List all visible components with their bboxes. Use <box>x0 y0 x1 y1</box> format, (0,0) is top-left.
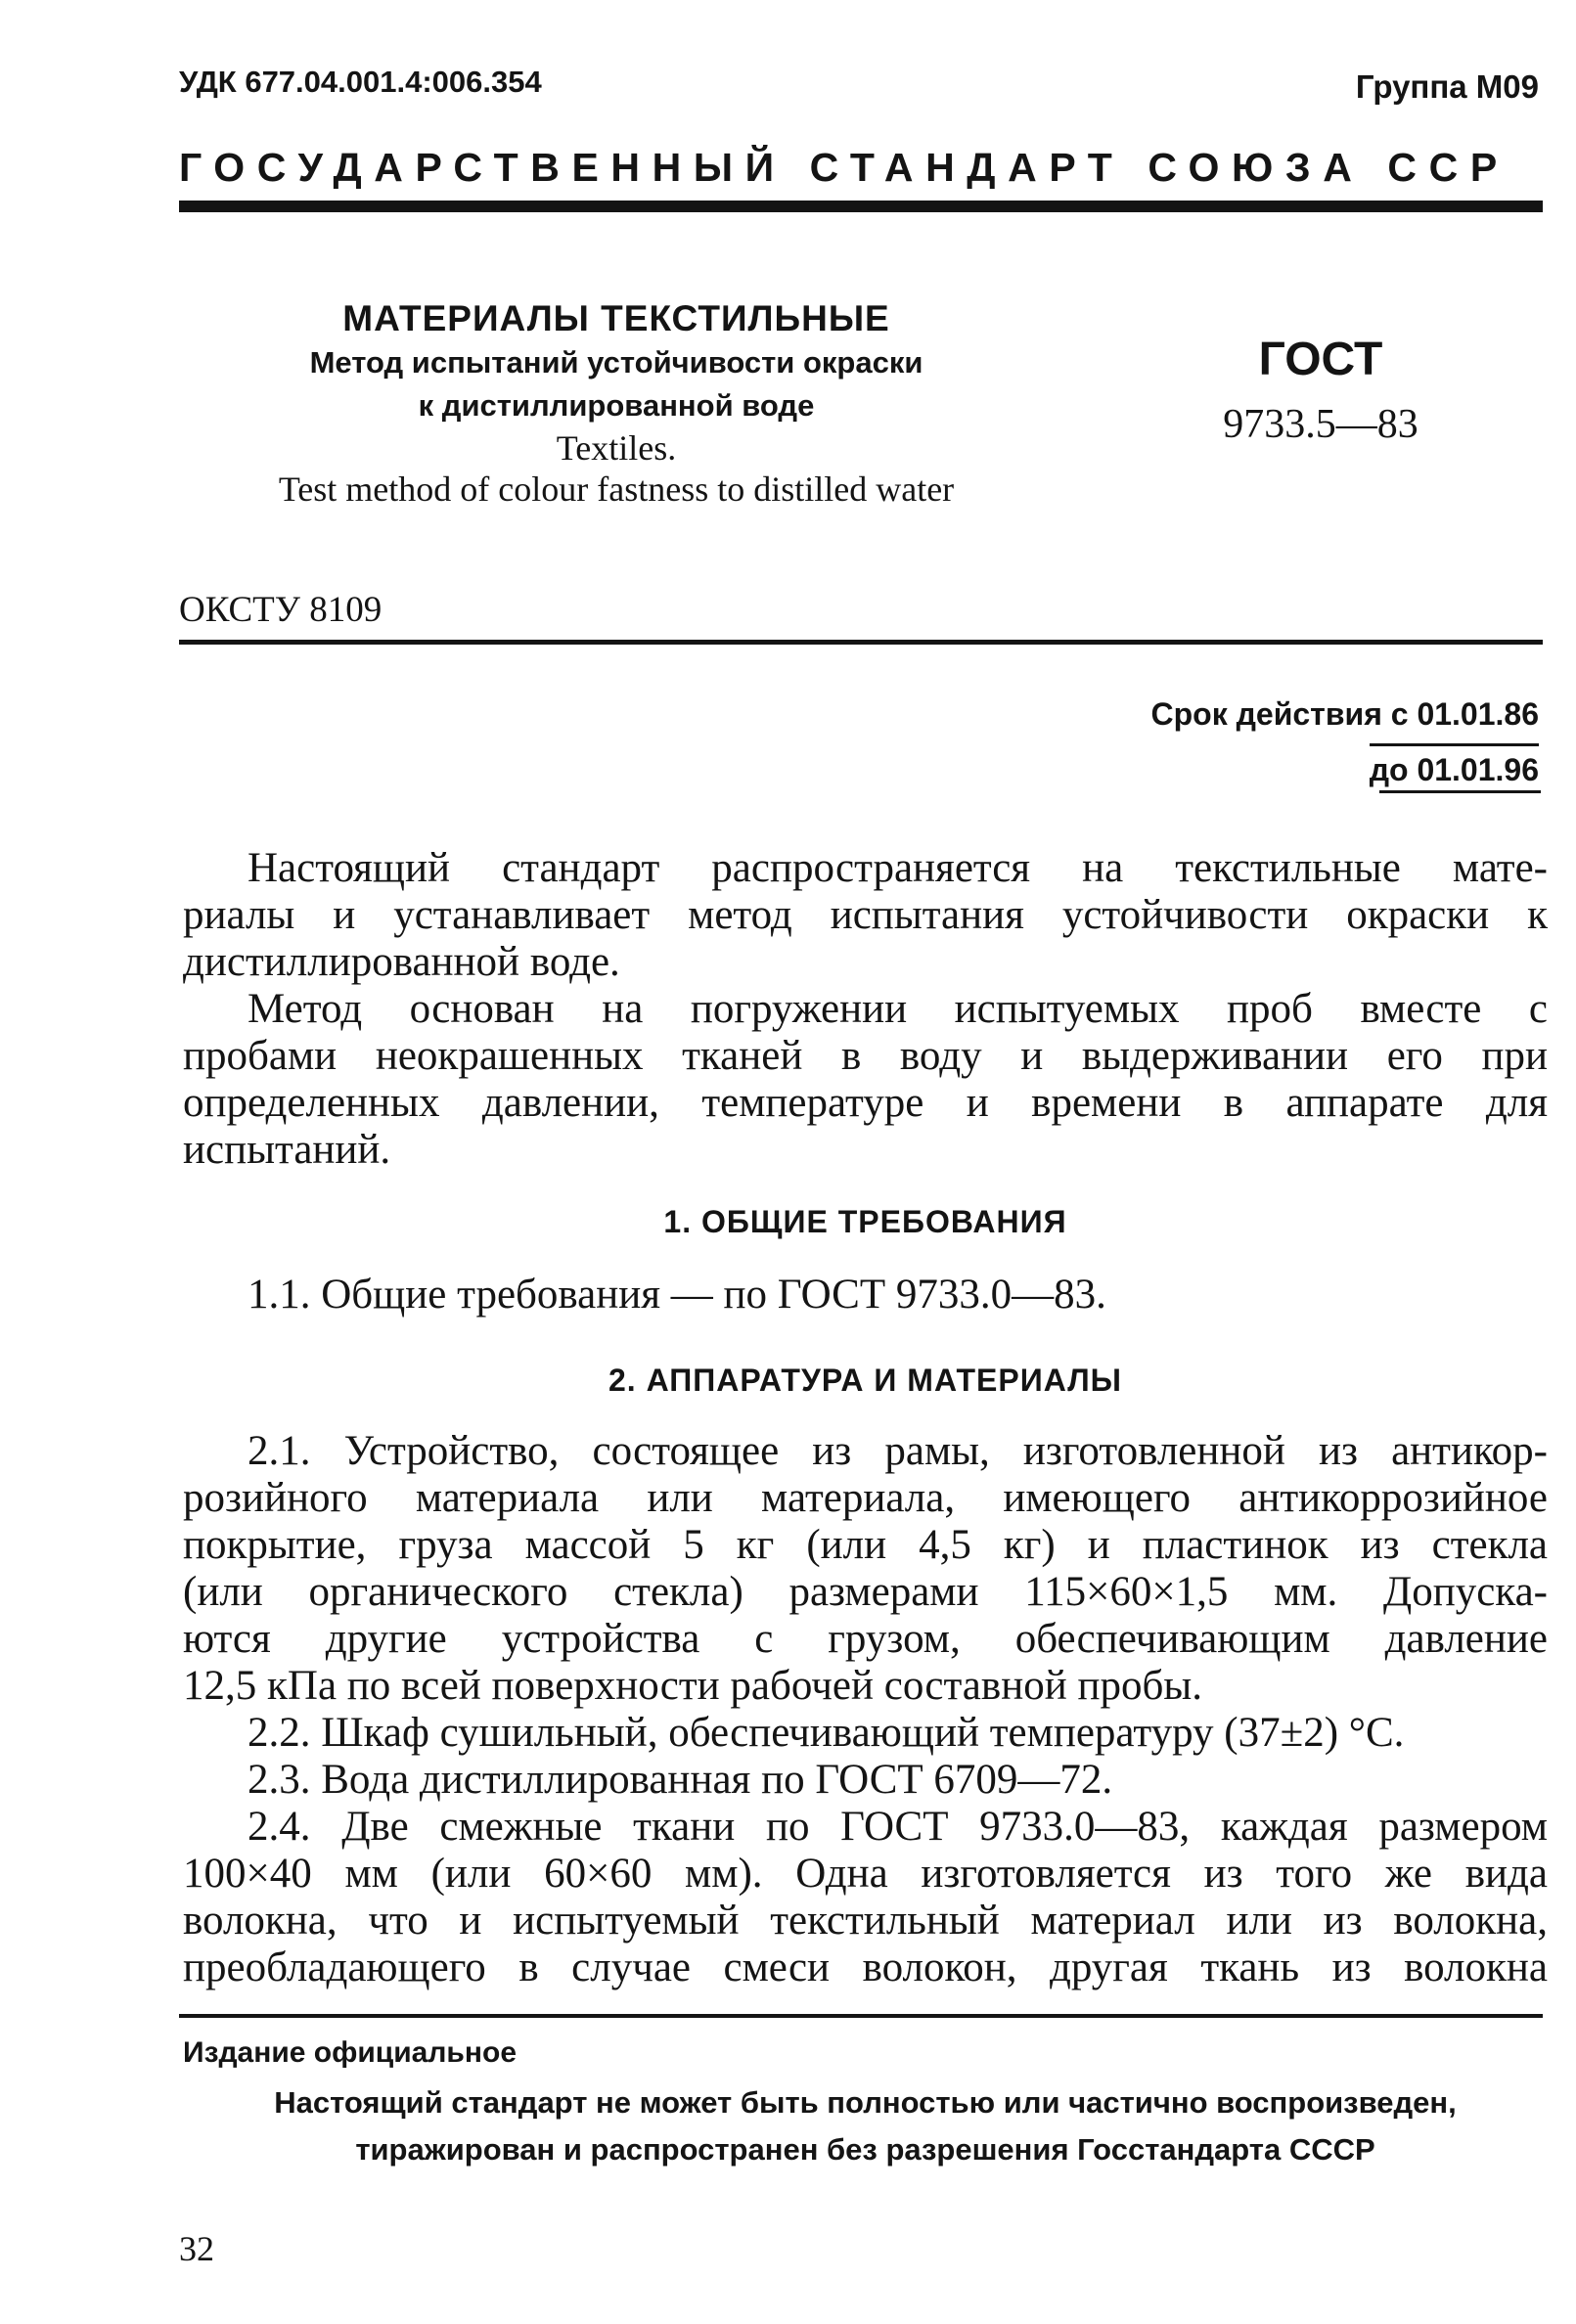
text-line: 1.1. Общие требования — по ГОСТ 9733.0—83. <box>248 1272 1106 1318</box>
intro-paragraph-1 <box>183 845 1548 986</box>
section-2-heading: 2. АППАРАТУРА И МАТЕРИАЛЫ <box>608 1363 1122 1398</box>
text-line: 2.2. Шкаф сушильный, обеспечивающий температуру (37±2) °С. <box>248 1710 1405 1756</box>
okstu-code: ОКСТУ 8109 <box>179 590 383 630</box>
text-line: 2.4. Две смежные ткани по ГОСТ 9733.0—83, каждая размером <box>248 1804 1548 1850</box>
english-title-line-2: Test method of colour fastness to distilled water <box>278 469 955 509</box>
item-1-1 <box>183 1272 1548 1318</box>
gost-label: ГОСТ <box>1258 334 1383 385</box>
item-2-4 <box>183 1804 1548 1991</box>
text-line: риалы и устанавливает метод испытания устойчивости окраски к <box>183 892 1548 938</box>
page-number: 32 <box>179 2229 214 2268</box>
text-line: определенных давлении, температуре и времени в аппарате для <box>183 1080 1548 1126</box>
validity-to: до 01.01.96 <box>1370 743 1539 788</box>
text-line: 2.3. Вода дистиллированная по ГОСТ 6709—72. <box>248 1757 1113 1803</box>
item-2-3 <box>183 1757 1548 1804</box>
header-thick-rule <box>179 201 1543 212</box>
gost-number: 9733.5—83 <box>1223 402 1418 447</box>
text-line: Метод основан на погружении испытуемых проб вместе с <box>248 986 1548 1032</box>
text-line: волокна, что и испытуемый текстильный материал или из волокна, <box>183 1898 1548 1944</box>
intro-paragraph-2 <box>183 986 1548 1174</box>
text-line: 12,5 кПа по всей поверхности рабочей составной пробы. <box>183 1663 1202 1709</box>
state-standard-banner: ГОСУДАРСТВЕННЫЙ СТАНДАРТ СОЮЗА ССР <box>179 145 1509 190</box>
text-line: ются другие устройства с грузом, обеспечивающим давление <box>183 1616 1548 1662</box>
copyright-notice-line-2: тиражирован и распространен без разрешения Госстандарта СССР <box>355 2132 1375 2167</box>
copyright-notice-line-1: Настоящий стандарт не может быть полностью или частично воспроизведен, <box>274 2085 1457 2120</box>
text-line: 100×40 мм (или 60×60 мм). Одна изготовляется из того же вида <box>183 1851 1548 1897</box>
validity-from: Срок действия с 01.01.86 <box>1150 696 1539 732</box>
text-line: покрытие, груза массой 5 кг (или 4,5 кг) и пластинок из стекла <box>183 1522 1548 1568</box>
text-line: розийного материала или материала, имеющего антикоррозийное <box>183 1475 1548 1521</box>
text-line: испытаний. <box>183 1127 391 1173</box>
footer-rule <box>179 2014 1543 2018</box>
section-1-heading: 1. ОБЩИЕ ТРЕБОВАНИЯ <box>663 1204 1067 1239</box>
text-line: 2.1. Устройство, состоящее из рамы, изготовленной из антикор- <box>248 1428 1548 1474</box>
group-code: Группа М09 <box>1355 68 1539 105</box>
text-line: дистиллированной воде. <box>183 939 620 985</box>
text-line: Настоящий стандарт распространяется на текстильные мате- <box>248 845 1548 891</box>
udk-code: УДК 677.04.001.4:006.354 <box>179 65 542 99</box>
document-subtitle-line-1: Метод испытаний устойчивости окраски <box>309 345 923 380</box>
text-line: пробами неокрашенных тканей в воду и выдерживании его при <box>183 1033 1548 1079</box>
item-2-2 <box>183 1710 1548 1757</box>
text-line: преобладающего в случае смеси волокон, другая ткань из волокна <box>183 1944 1548 1990</box>
text-line: (или органического стекла) размерами 115×60×1,5 мм. Допуска- <box>183 1569 1548 1615</box>
okstu-rule <box>179 640 1543 645</box>
validity-underline <box>1379 790 1541 793</box>
item-2-1 <box>183 1428 1548 1710</box>
english-title-line-1: Textiles. <box>556 428 677 468</box>
document-subtitle-line-2: к дистиллированной воде <box>418 388 815 423</box>
document-title: МАТЕРИАЛЫ ТЕКСТИЛЬНЫЕ <box>342 298 890 338</box>
edition-label: Издание официальное <box>183 2036 518 2069</box>
